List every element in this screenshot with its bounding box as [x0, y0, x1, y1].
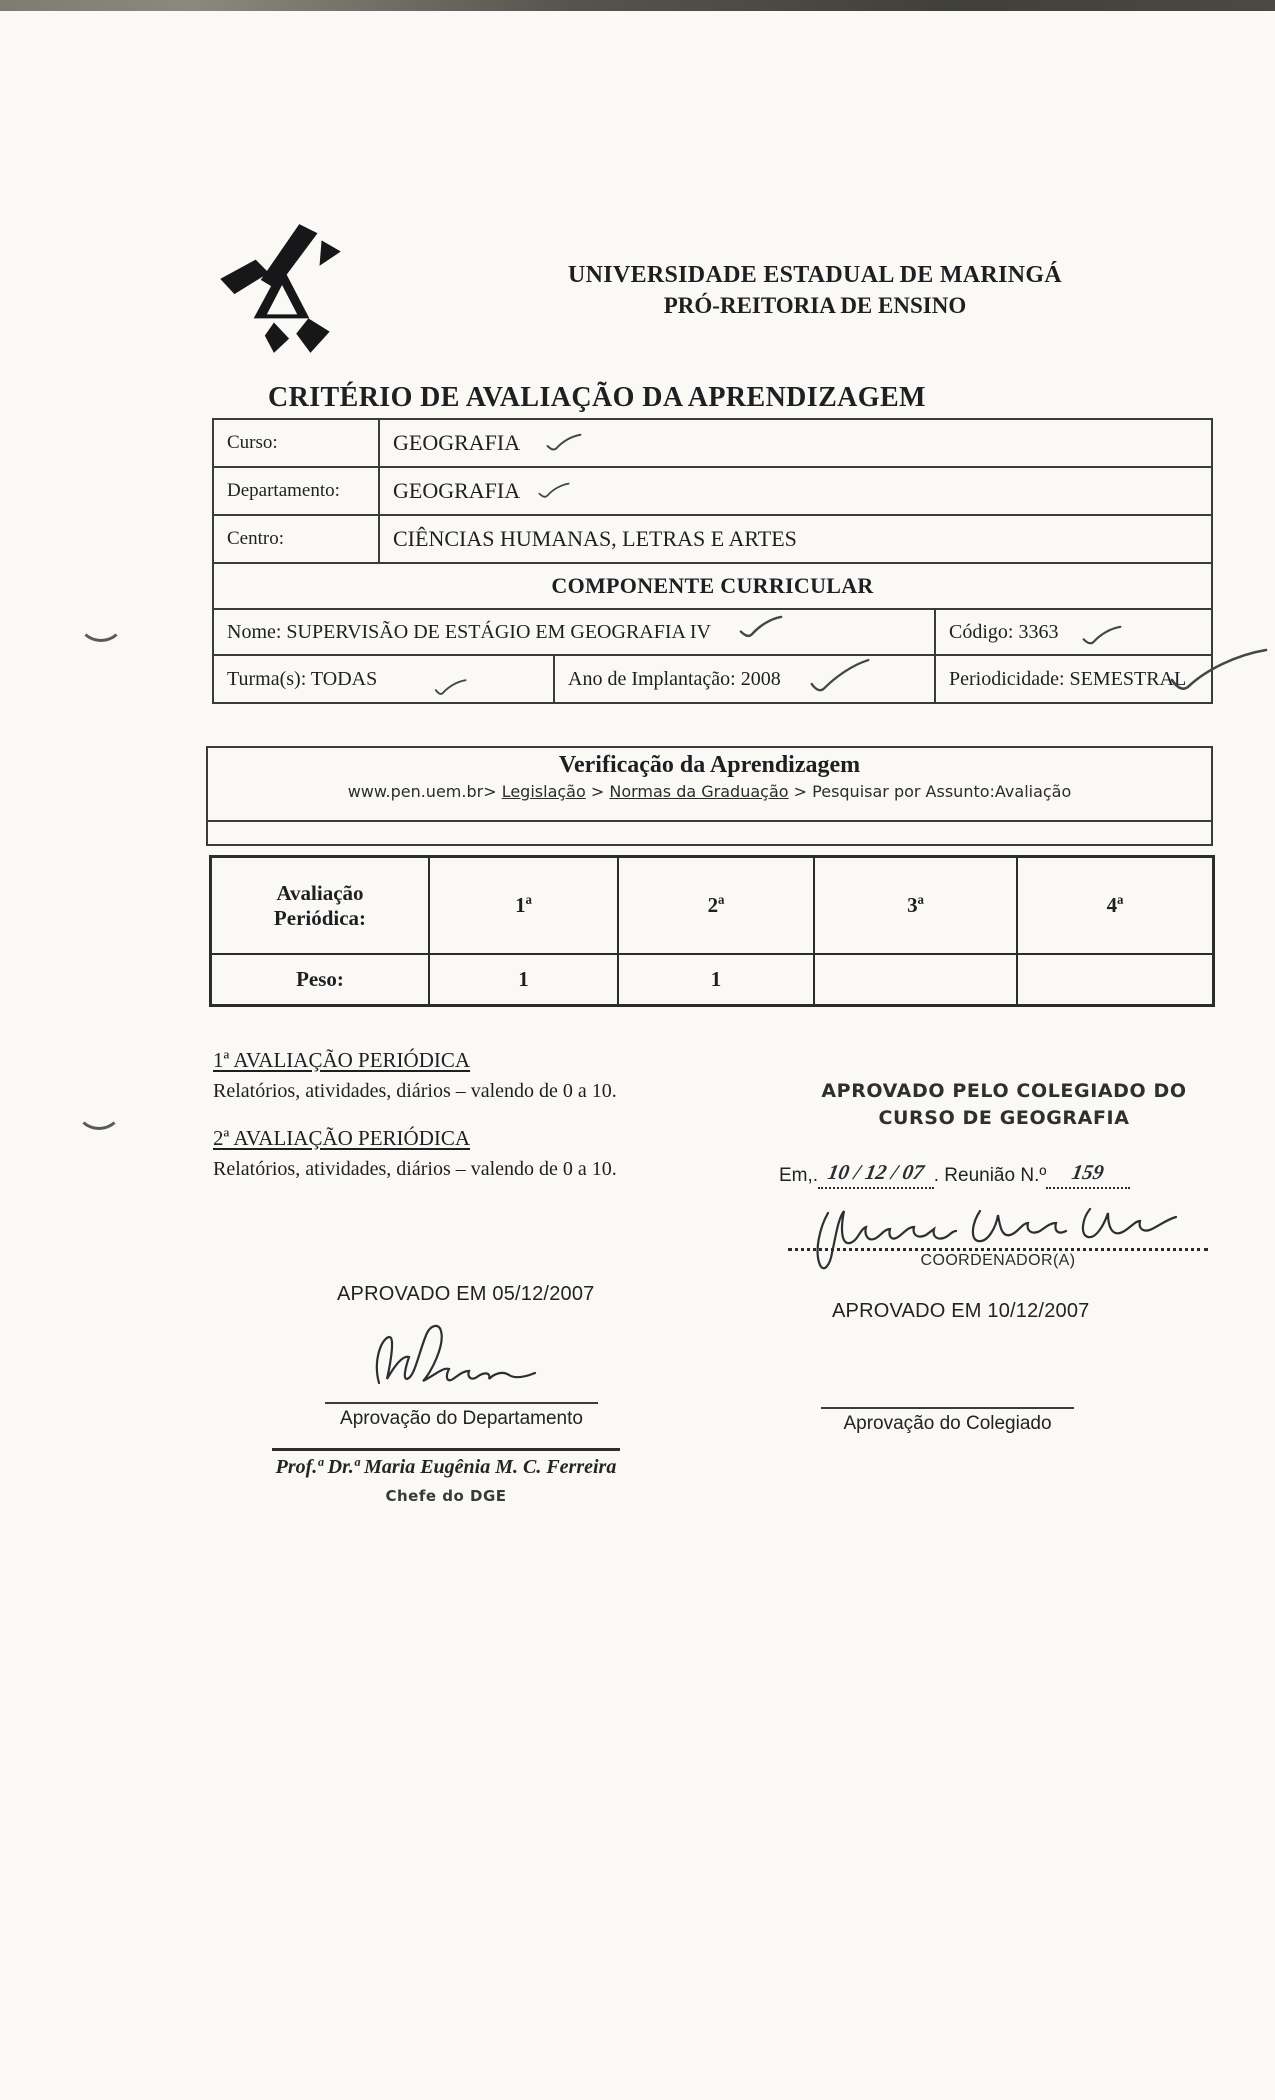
- table-row: [212, 858, 1212, 953]
- university-name: UNIVERSIDADE ESTADUAL DE MARINGÁ: [568, 262, 1062, 288]
- peso-label: Peso:: [296, 967, 344, 991]
- avaliacao-col-2: 2ª: [617, 858, 813, 953]
- colegiado-approved-date: APROVADO EM 10/12/2007: [832, 1300, 1090, 1322]
- coordinator-signature-line: [788, 1192, 1208, 1270]
- centro-label: Centro:: [227, 528, 284, 549]
- criteria-heading-1: 1ª AVALIAÇÃO PERIÓDICA: [213, 1048, 471, 1072]
- checkmark-icon: [809, 657, 871, 695]
- breadcrumb-link-normas: Normas da Graduação: [609, 782, 789, 801]
- breadcrumb-separator: >: [793, 782, 808, 801]
- table-row: [214, 514, 1211, 562]
- avaliacao-col-4: 4ª: [1016, 858, 1212, 953]
- checkmark-icon: [538, 480, 570, 502]
- divider-line: [206, 820, 1213, 822]
- peso-value-2: 1: [617, 955, 813, 1004]
- checkmark-icon: [433, 675, 467, 701]
- table-row: [214, 466, 1211, 514]
- departamento-label: Departamento:: [227, 480, 340, 501]
- office-name: PRÓ-REITORIA DE ENSINO: [663, 293, 967, 318]
- punch-hole-mark: [78, 600, 124, 642]
- breadcrumb: [208, 782, 1211, 801]
- table-row: [214, 654, 1211, 702]
- checkmark-icon: [739, 614, 783, 640]
- avaliacao-col-1: 1ª: [428, 858, 617, 953]
- scanner-edge-strip: [0, 0, 1275, 11]
- colegiado-approval-stamp: [800, 1078, 1208, 1132]
- em-label: Em,.: [779, 1165, 819, 1186]
- periodicidade-value: Periodicidade: SEMESTRAL: [934, 656, 1211, 702]
- handwritten-date: 10 / 12 / 07: [826, 1160, 926, 1184]
- verificacao-title: Verificação da Aprendizagem: [558, 752, 861, 778]
- ano-cell: [553, 656, 934, 702]
- departamento-value: GEOGRAFIA: [393, 478, 521, 503]
- curso-value: GEOGRAFIA: [393, 430, 521, 455]
- table-row: [214, 562, 1211, 608]
- checkmark-icon: [546, 431, 582, 455]
- table-row: [214, 420, 1211, 466]
- professor-stamp-line: [272, 1448, 620, 1451]
- codigo-value: Código: 3363: [949, 620, 1059, 643]
- avaliacao-periodica-table: [209, 855, 1215, 1007]
- uem-logo: [203, 220, 355, 354]
- dotted-line: [788, 1192, 1208, 1251]
- breadcrumb-tail: Pesquisar por Assunto:Avaliação: [812, 782, 1072, 801]
- course-info-table: [212, 418, 1213, 704]
- punch-hole-mark: [76, 1088, 122, 1130]
- turma-cell: [214, 656, 553, 702]
- checkmark-icon: [1082, 625, 1122, 647]
- ano-value: Ano de Implantação: 2008: [568, 667, 781, 690]
- department-signature: [365, 1320, 555, 1402]
- criteria-description-2: Relatórios, atividades, diários – valendo de 0 a 10.: [213, 1158, 617, 1180]
- peso-value-4: [1016, 955, 1212, 1004]
- stamp-line-2: CURSO DE GEOGRAFIA: [878, 1107, 1130, 1129]
- breadcrumb-link-legislacao: Legislação: [501, 782, 586, 801]
- handwritten-reuniao-number: 159: [1070, 1160, 1107, 1184]
- nome-cell: [214, 610, 934, 654]
- nome-value: Nome: SUPERVISÃO DE ESTÁGIO EM GEOGRAFIA IV: [227, 620, 711, 643]
- table-row: [214, 608, 1211, 654]
- breadcrumb-separator: >: [590, 782, 605, 801]
- peso-value-1: 1: [428, 955, 617, 1004]
- colegiado-signature-line: [821, 1407, 1074, 1409]
- coordinator-label: COORDENADOR(A): [920, 1252, 1076, 1269]
- avaliacao-col-3: 3ª: [813, 858, 1016, 953]
- colegiado-approval-caption: Aprovação do Colegiado: [843, 1413, 1052, 1434]
- componente-section-title: COMPONENTE CURRICULAR: [551, 573, 874, 598]
- peso-value-3: [813, 955, 1016, 1004]
- verificacao-box: [206, 746, 1213, 846]
- department-approved-date: APROVADO EM 05/12/2007: [337, 1283, 595, 1305]
- table-row: [212, 953, 1212, 1004]
- professor-stamp-name: Prof.ª Dr.ª Maria Eugênia M. C. Ferreira: [275, 1456, 617, 1478]
- professor-stamp-role: Chefe do DGE: [385, 1487, 507, 1505]
- avaliacao-row-header: Avaliação Periódica:: [273, 880, 367, 930]
- document-title: CRITÉRIO DE AVALIAÇÃO DA APRENDIZAGEM: [268, 382, 926, 413]
- criteria-heading-2: 2ª AVALIAÇÃO PERIÓDICA: [213, 1126, 471, 1150]
- curso-value-cell: [378, 420, 1211, 466]
- centro-value: CIÊNCIAS HUMANAS, LETRAS E ARTES: [378, 516, 1211, 562]
- reuniao-label: . Reunião N.º: [933, 1165, 1047, 1186]
- stamp-line-1: APROVADO PELO COLEGIADO DO: [821, 1080, 1187, 1102]
- checkmark-icon: [1168, 646, 1270, 696]
- department-signature-line: [325, 1402, 598, 1404]
- turma-value: Turma(s): TODAS: [227, 667, 378, 690]
- departamento-value-cell: [378, 468, 1211, 514]
- department-approval-caption: Aprovação do Departamento: [340, 1408, 583, 1429]
- breadcrumb-prefix: www.pen.uem.br>: [347, 782, 497, 801]
- criteria-description-1: Relatórios, atividades, diários – valendo de 0 a 10.: [213, 1080, 617, 1102]
- letterhead: [440, 262, 1190, 319]
- curso-label: Curso:: [227, 432, 278, 453]
